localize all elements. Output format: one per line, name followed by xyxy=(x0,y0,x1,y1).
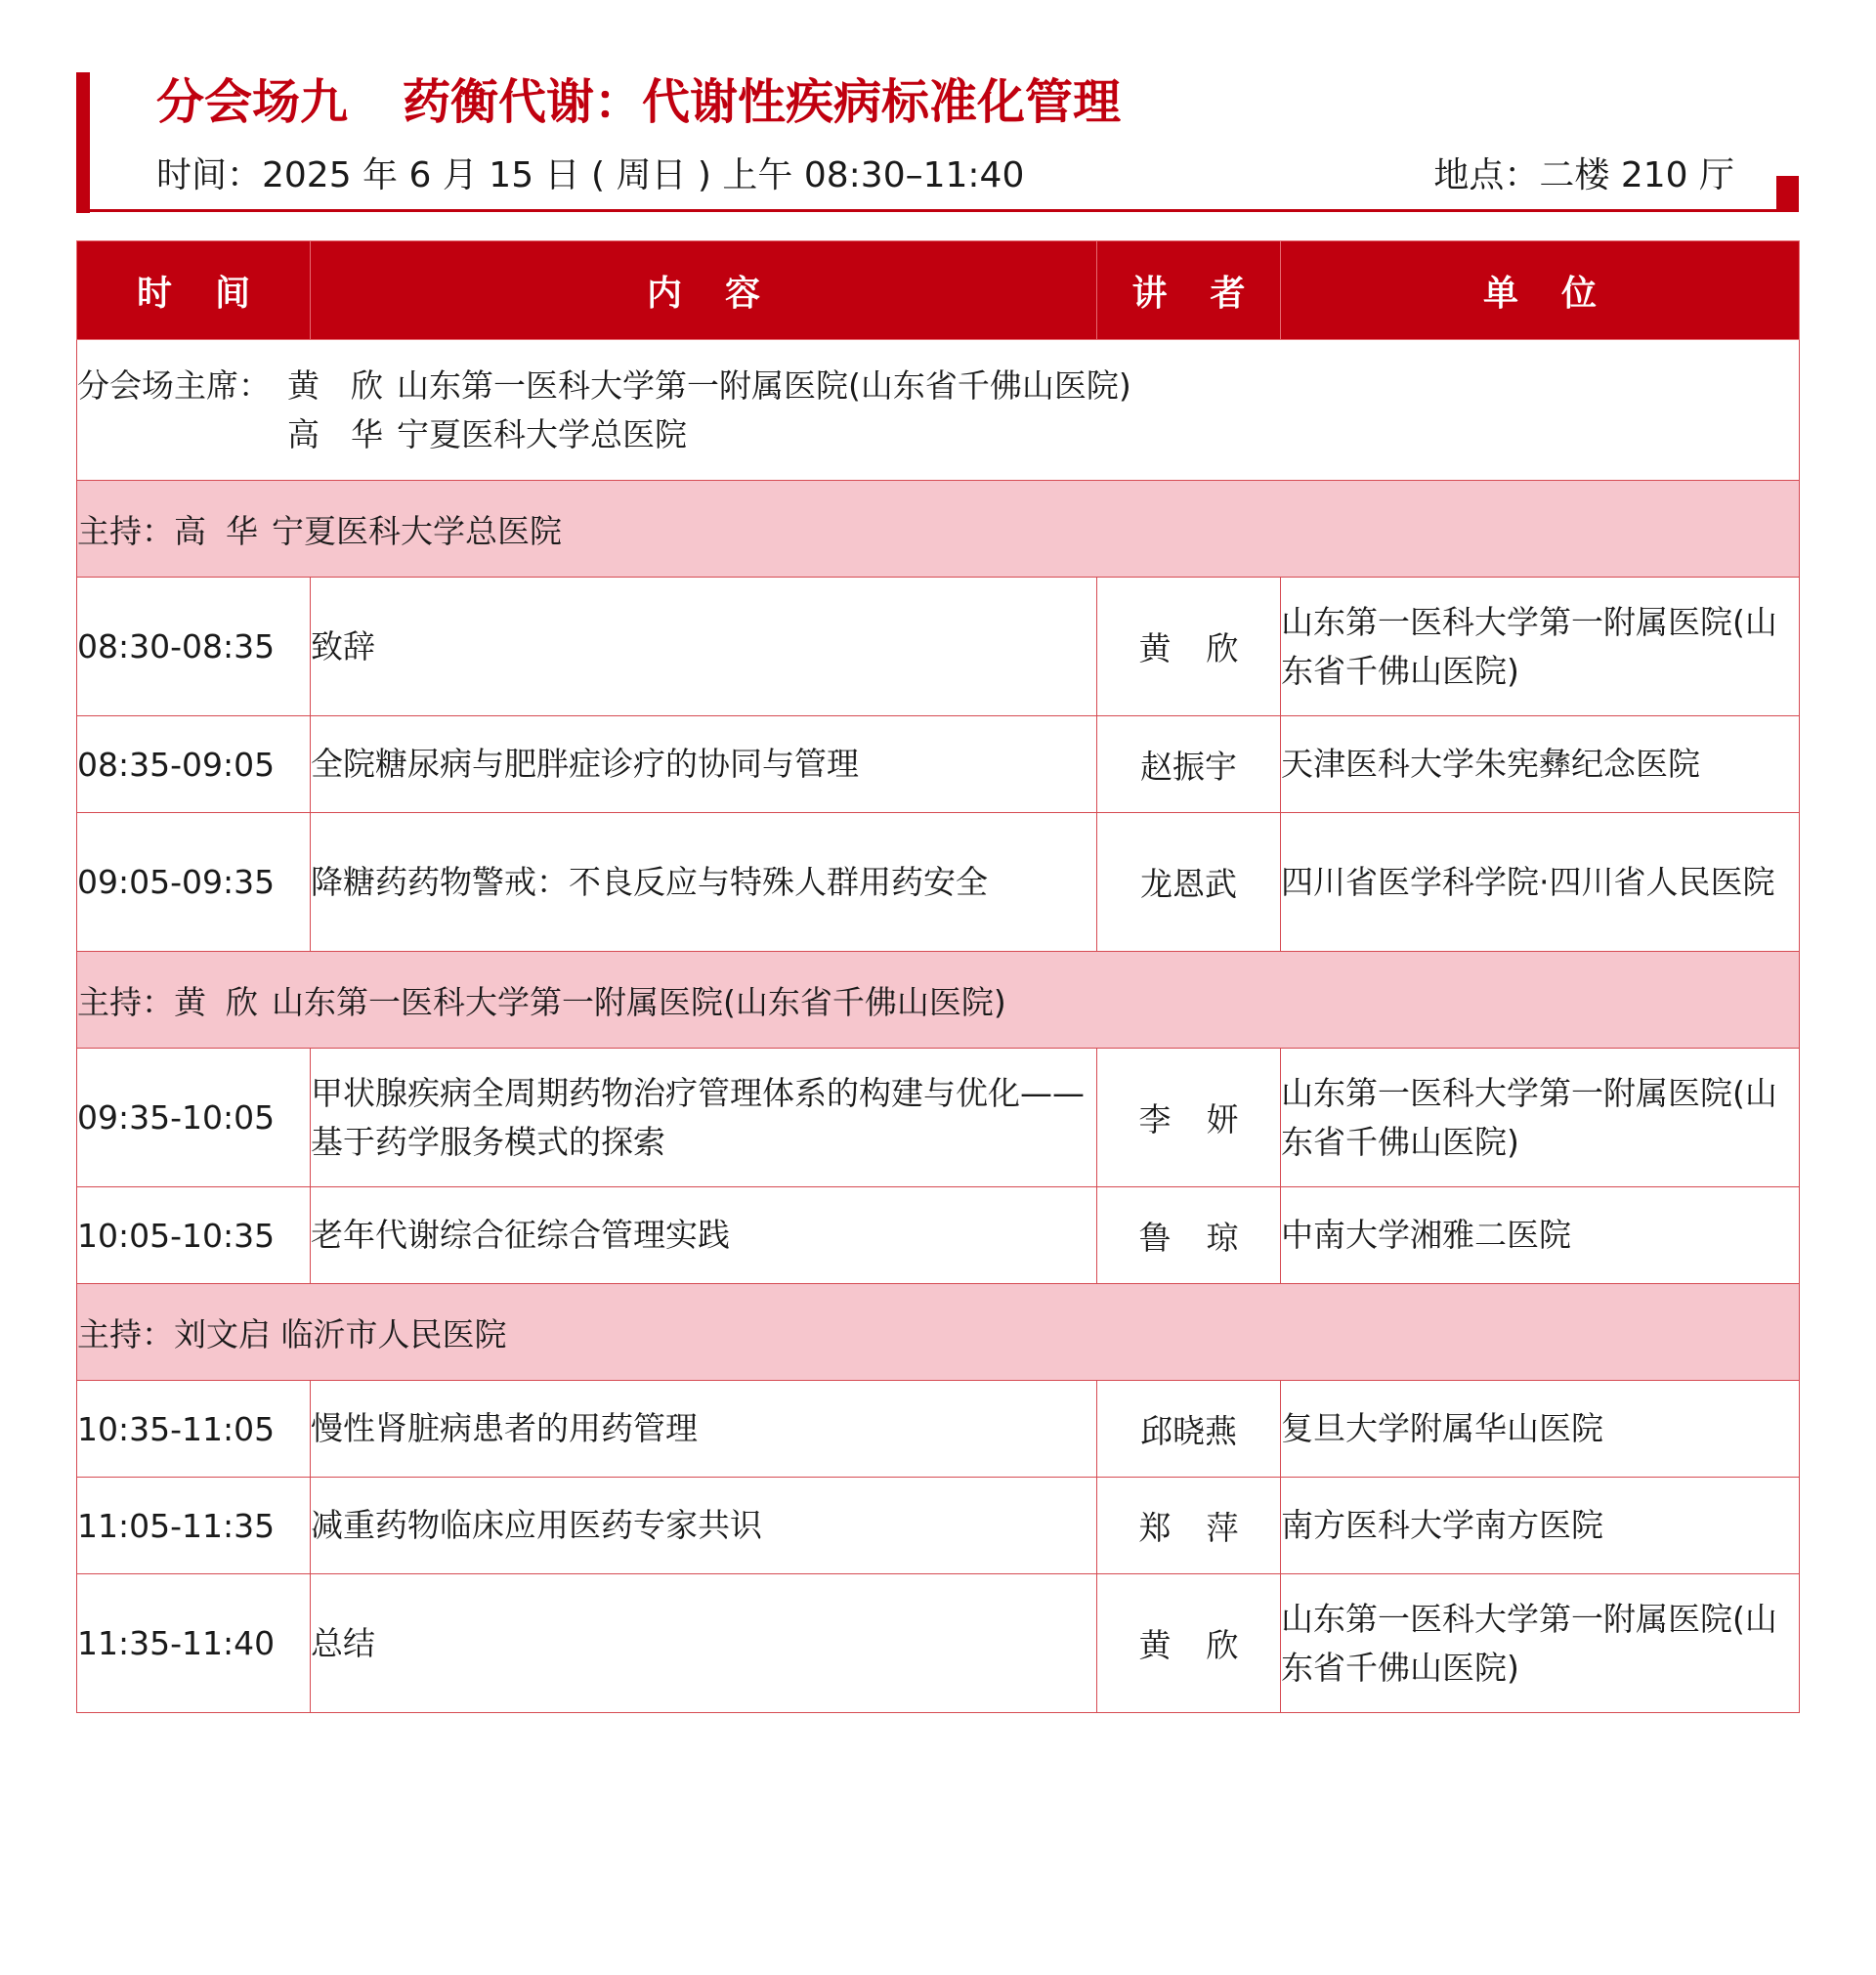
session-topic: 药衡代谢：代谢性疾病标准化管理 xyxy=(403,74,1122,130)
column-header-speaker: 讲 者 xyxy=(1097,241,1281,340)
table-row xyxy=(77,1187,1800,1284)
column-header-time: 时 间 xyxy=(77,241,311,340)
header-underline xyxy=(76,209,1799,212)
column-header-content: 内 容 xyxy=(311,241,1097,340)
speaker-cell: 李 妍 xyxy=(1097,1049,1281,1187)
host-unit: 临沂市人民医院 xyxy=(280,1314,507,1353)
time-cell: 08:30-08:35 xyxy=(77,578,311,716)
time-cell: 09:05-09:35 xyxy=(77,813,311,952)
chair-unit: 山东第一医科大学第一附属医院(山东省千佛山医院) xyxy=(397,365,1131,405)
unit-cell: 复旦大学附属华山医院 xyxy=(1281,1381,1800,1478)
time-cell: 09:35-10:05 xyxy=(77,1049,311,1187)
column-header-unit: 单 位 xyxy=(1281,241,1800,340)
topic-cell: 甲状腺疾病全周期药物治疗管理体系的构建与优化——基于药学服务模式的探索 xyxy=(311,1049,1097,1187)
table-row xyxy=(77,716,1800,813)
speaker-cell: 龙恩武 xyxy=(1097,813,1281,952)
time-cell: 10:35-11:05 xyxy=(77,1381,311,1478)
chair-name: 黄 欣 xyxy=(287,365,383,405)
speaker-cell: 赵振宇 xyxy=(1097,716,1281,813)
table-row xyxy=(77,1574,1800,1713)
topic-cell: 老年代谢综合征综合管理实践 xyxy=(311,1187,1097,1284)
speaker-cell: 黄 欣 xyxy=(1097,1574,1281,1713)
time-cell: 10:05-10:35 xyxy=(77,1187,311,1284)
right-accent-block xyxy=(1776,176,1799,212)
chair-name: 高 华 xyxy=(287,414,383,453)
host-name: 刘文启 xyxy=(174,1314,271,1353)
left-accent-bar xyxy=(76,72,90,213)
chair-line xyxy=(77,362,1799,410)
chair-label: 分会场主席： xyxy=(77,365,271,405)
host-row xyxy=(77,481,1800,578)
session-number: 分会场九 xyxy=(156,74,349,130)
unit-cell: 山东第一医科大学第一附属医院(山东省千佛山医院) xyxy=(1281,1574,1800,1713)
topic-cell: 全院糖尿病与肥胖症诊疗的协同与管理 xyxy=(311,716,1097,813)
speaker-cell: 邱晓燕 xyxy=(1097,1381,1281,1478)
host-cell: 主持： 黄 欣 山东第一医科大学第一附属医院(山东省千佛山医院) xyxy=(77,952,1800,1049)
chair-line xyxy=(77,410,1799,459)
time-cell: 11:35-11:40 xyxy=(77,1574,311,1713)
host-row xyxy=(77,952,1800,1049)
speaker-cell: 郑 萍 xyxy=(1097,1478,1281,1574)
time-cell: 08:35-09:05 xyxy=(77,716,311,813)
table-row xyxy=(77,1049,1800,1187)
table-row xyxy=(77,1381,1800,1478)
host-unit: 山东第一医科大学第一附属医院(山东省千佛山医院) xyxy=(272,982,1006,1021)
chairs-row xyxy=(77,340,1800,481)
topic-cell: 总结 xyxy=(311,1574,1097,1713)
host-row xyxy=(77,1284,1800,1381)
agenda-table xyxy=(76,240,1800,1713)
chair-unit: 宁夏医科大学总医院 xyxy=(397,414,687,453)
speaker-cell: 鲁 琼 xyxy=(1097,1187,1281,1284)
session-time: 时间：2025 年 6 月 15 日 ( 周日 ) 上午 08:30–11:40 xyxy=(156,155,1025,195)
host-cell: 主持：刘文启 临沂市人民医院 xyxy=(77,1284,1800,1381)
host-name: 高 华 xyxy=(174,511,258,550)
table-header-row xyxy=(77,241,1800,340)
unit-cell: 山东第一医科大学第一附属医院(山东省千佛山医院) xyxy=(1281,1049,1800,1187)
table-row xyxy=(77,578,1800,716)
host-name: 黄 欣 xyxy=(174,982,258,1021)
time-cell: 11:05-11:35 xyxy=(77,1478,311,1574)
topic-cell: 慢性肾脏病患者的用药管理 xyxy=(311,1381,1097,1478)
host-unit: 宁夏医科大学总医院 xyxy=(272,511,562,550)
session-location: 地点：二楼 210 厅 xyxy=(1433,155,1734,195)
unit-cell: 南方医科大学南方医院 xyxy=(1281,1478,1800,1574)
unit-cell: 天津医科大学朱宪彝纪念医院 xyxy=(1281,716,1800,813)
topic-cell: 致辞 xyxy=(311,578,1097,716)
host-cell: 主持： 高 华 宁夏医科大学总医院 xyxy=(77,481,1800,578)
chairs-cell xyxy=(77,340,1800,481)
speaker-cell: 黄 欣 xyxy=(1097,578,1281,716)
session-title xyxy=(156,68,1121,137)
unit-cell: 四川省医学科学院·四川省人民医院 xyxy=(1281,813,1800,952)
topic-cell: 减重药物临床应用医药专家共识 xyxy=(311,1478,1097,1574)
table-row xyxy=(77,813,1800,952)
topic-cell: 降糖药药物警戒：不良反应与特殊人群用药安全 xyxy=(311,813,1097,952)
table-row xyxy=(77,1478,1800,1574)
unit-cell: 山东第一医科大学第一附属医院(山东省千佛山医院) xyxy=(1281,578,1800,716)
unit-cell: 中南大学湘雅二医院 xyxy=(1281,1187,1800,1284)
